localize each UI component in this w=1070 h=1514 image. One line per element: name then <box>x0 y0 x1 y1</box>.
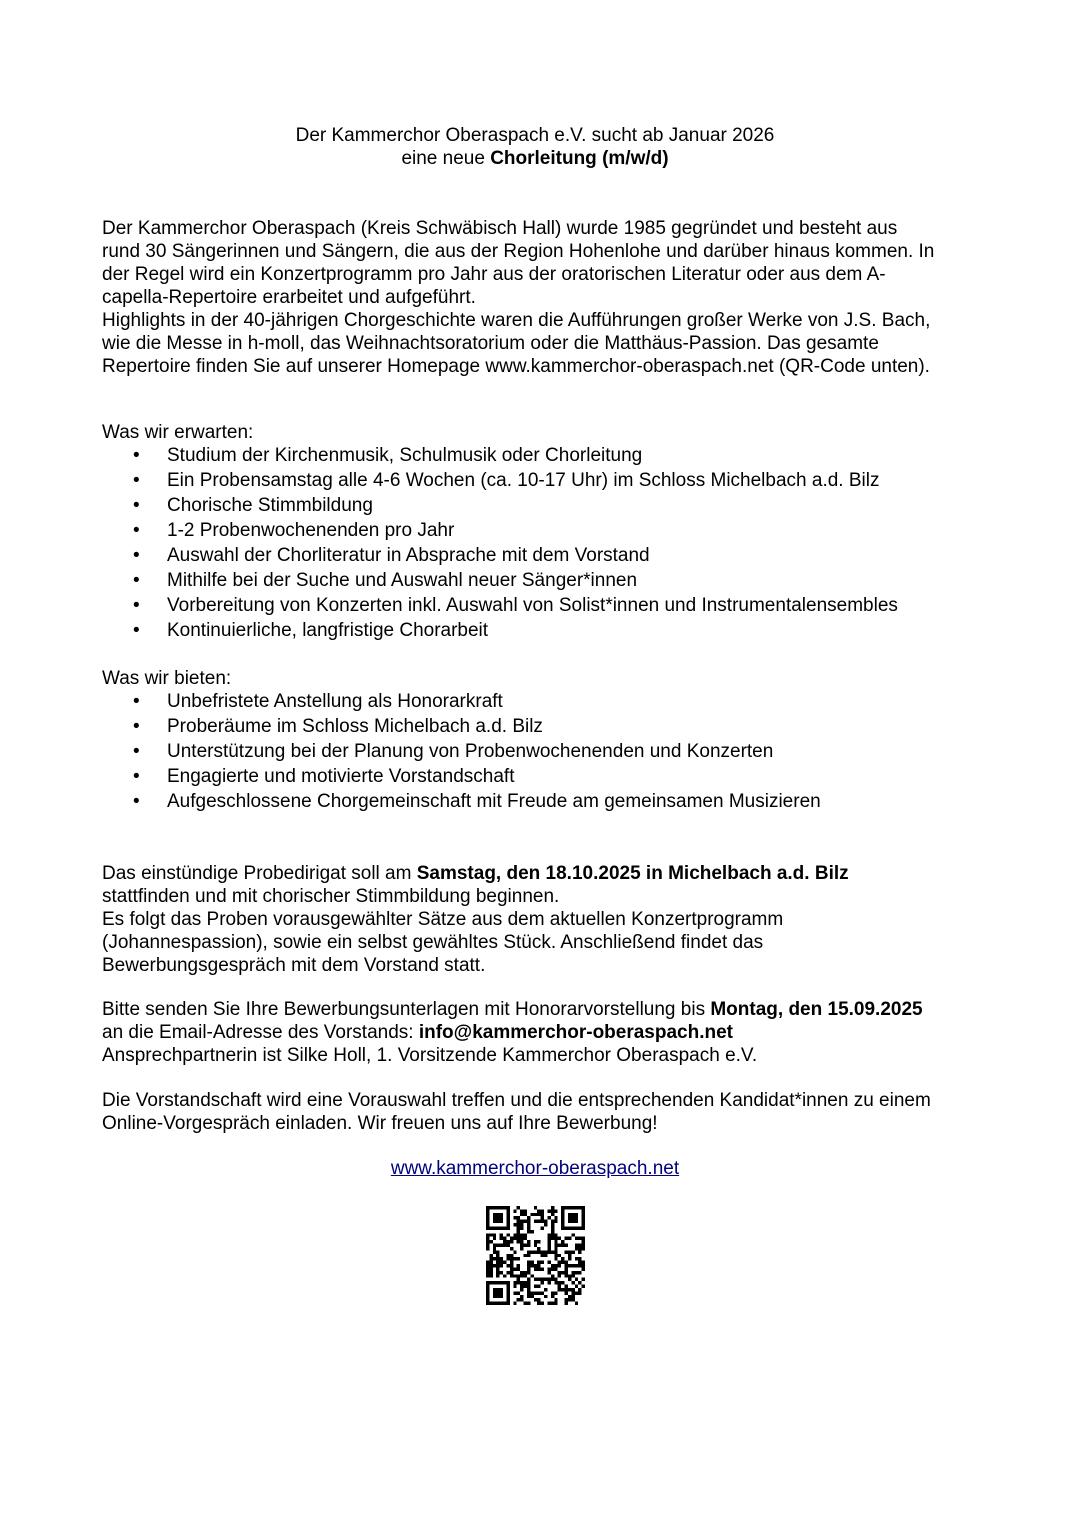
text-line <box>102 1089 931 1112</box>
text-line <box>102 217 934 240</box>
text-segment: Der Kammerchor Oberaspach e.V. sucht ab Januar 2026 <box>295 125 775 146</box>
bullet-icon: • <box>133 595 140 616</box>
list-item-text: 1-2 Probenwochenenden pro Jahr <box>167 520 455 541</box>
application-paragraph <box>102 998 923 1067</box>
website-row <box>0 1157 1070 1180</box>
text-line <box>102 355 934 378</box>
text-segment: Bewerbungsgespräch mit dem Vorstand statt. <box>102 955 486 976</box>
list-item-text: Ein Probensamstag alle 4-6 Wochen (ca. 10-17 Uhr) im Schloss Michelbach a.d. Bilz <box>167 470 880 491</box>
bullet-icon: • <box>133 520 140 541</box>
text-line <box>102 286 934 309</box>
text-line <box>0 147 1070 170</box>
bold-text: Samstag, den 18.10.2025 in Michelbach a.d. Bilz <box>416 863 849 884</box>
text-segment: (Johannespassion), sowie ein selbst gewähltes Stück. Anschließend findet das <box>102 932 764 953</box>
list-item <box>102 468 898 493</box>
text-line <box>102 954 849 977</box>
list-item-text: Studium der Kirchenmusik, Schulmusik oder Chorleitung <box>167 445 643 466</box>
website-link[interactable]: www.kammerchor-oberaspach.net <box>390 1158 680 1179</box>
list-item-text: Vorbereitung von Konzerten inkl. Auswahl von Solist*innen und Instrumentalensembles <box>167 595 898 616</box>
offer-heading-text: Was wir bieten: <box>102 668 232 689</box>
list-item-text: Mithilfe bei der Suche und Auswahl neuer Sänger*innen <box>167 570 638 591</box>
text-line <box>102 908 849 931</box>
text-line <box>102 931 849 954</box>
bullet-icon: • <box>133 470 140 491</box>
list-item <box>102 789 821 814</box>
bullet-icon: • <box>133 570 140 591</box>
text-segment: Online-Vorgespräch einladen. Wir freuen uns auf Ihre Bewerbung! <box>102 1113 658 1134</box>
text-segment: an die Email-Adresse des Vorstands: <box>102 1022 419 1043</box>
document-title <box>0 124 1070 170</box>
expect-heading <box>102 421 253 444</box>
text-line <box>102 1044 923 1067</box>
text-line <box>102 263 934 286</box>
offer-list <box>102 689 821 814</box>
list-item <box>102 593 898 618</box>
audition-paragraph <box>102 862 849 977</box>
text-segment: stattfinden und mit chorischer Stimmbildung beginnen. <box>102 886 560 907</box>
text-segment: Der Kammerchor Oberaspach (Kreis Schwäbisch Hall) wurde 1985 gegründet und besteht aus <box>102 218 898 239</box>
bullet-icon: • <box>133 716 140 737</box>
bullet-icon: • <box>133 741 140 762</box>
bold-text: Montag, den 15.09.2025 <box>710 999 923 1020</box>
text-line <box>102 240 934 263</box>
qr-code-icon <box>486 1206 585 1305</box>
text-line <box>102 998 923 1021</box>
bullet-icon: • <box>133 791 140 812</box>
list-item-text: Unterstützung bei der Planung von Probenwochenenden und Konzerten <box>167 741 774 762</box>
text-segment: Das einstündige Probedirigat soll am <box>102 863 417 884</box>
expect-heading-text: Was wir erwarten: <box>102 422 254 443</box>
text-segment: rund 30 Sängerinnen und Sängern, die aus der Region Hohenlohe und darüber hinaus kommen. In <box>102 241 935 262</box>
text-segment: der Regel wird ein Konzertprogramm pro Jahr aus der oratorischen Literatur oder aus dem A- <box>102 264 886 285</box>
bullet-icon: • <box>133 766 140 787</box>
text-line <box>102 332 934 355</box>
list-item <box>102 764 821 789</box>
list-item-text: Kontinuierliche, langfristige Chorarbeit <box>167 620 489 641</box>
list-item <box>102 689 821 714</box>
list-item <box>102 518 898 543</box>
offer-heading <box>102 667 231 690</box>
text-segment: Die Vorstandschaft wird eine Vorauswahl treffen und die entsprechenden Kandidat*innen zu einem <box>102 1090 931 1111</box>
text-segment: Bitte senden Sie Ihre Bewerbungsunterlagen mit Honorarvorstellung bis <box>102 999 711 1020</box>
list-item <box>102 493 898 518</box>
bold-text: Chorleitung (m/w/d) <box>490 148 669 169</box>
bullet-icon: • <box>133 495 140 516</box>
text-line <box>0 124 1070 147</box>
list-item-text: Unbefristete Anstellung als Honorarkraft <box>167 691 503 712</box>
bullet-icon: • <box>133 545 140 566</box>
text-segment: Ansprechpartnerin ist Silke Holl, 1. Vorsitzende Kammerchor Oberaspach e.V. <box>102 1045 758 1066</box>
list-item <box>102 714 821 739</box>
list-item-text: Chorische Stimmbildung <box>167 495 373 516</box>
text-segment: Repertoire finden Sie auf unserer Homepage www.kammerchor-oberaspach.net (QR-Code unten). <box>102 356 930 377</box>
text-segment: capella-Repertoire erarbeitet und aufgeführt. <box>102 287 476 308</box>
list-item-text: Auswahl der Chorliteratur in Absprache mit dem Vorstand <box>167 545 650 566</box>
text-line <box>102 885 849 908</box>
text-line <box>102 862 849 885</box>
bullet-icon: • <box>133 620 140 641</box>
bold-text: info@kammerchor-oberaspach.net <box>418 1022 734 1043</box>
text-segment: Es folgt das Proben vorausgewählter Sätze aus dem aktuellen Konzertprogramm <box>102 909 784 930</box>
list-item <box>102 568 898 593</box>
intro-paragraph <box>102 217 934 378</box>
bullet-icon: • <box>133 691 140 712</box>
list-item <box>102 739 821 764</box>
expect-list <box>102 443 898 643</box>
text-segment: wie die Messe in h-moll, das Weihnachtsoratorium oder die Matthäus-Passion. Das gesamte <box>102 333 879 354</box>
list-item <box>102 443 898 468</box>
text-segment: Highlights in der 40-jährigen Chorgeschichte waren die Aufführungen großer Werke von J.S. Bach, <box>102 310 931 331</box>
text-line <box>102 309 934 332</box>
list-item-text: Proberäume im Schloss Michelbach a.d. Bilz <box>167 716 543 737</box>
text-line <box>102 1021 923 1044</box>
list-item <box>102 543 898 568</box>
bullet-icon: • <box>133 445 140 466</box>
text-segment: eine neue <box>401 148 491 169</box>
list-item-text: Engagierte und motivierte Vorstandschaft <box>167 766 515 787</box>
list-item <box>102 618 898 643</box>
list-item-text: Aufgeschlossene Chorgemeinschaft mit Freude am gemeinsamen Musizieren <box>167 791 821 812</box>
text-line <box>102 1112 931 1135</box>
closing-paragraph <box>102 1089 931 1135</box>
